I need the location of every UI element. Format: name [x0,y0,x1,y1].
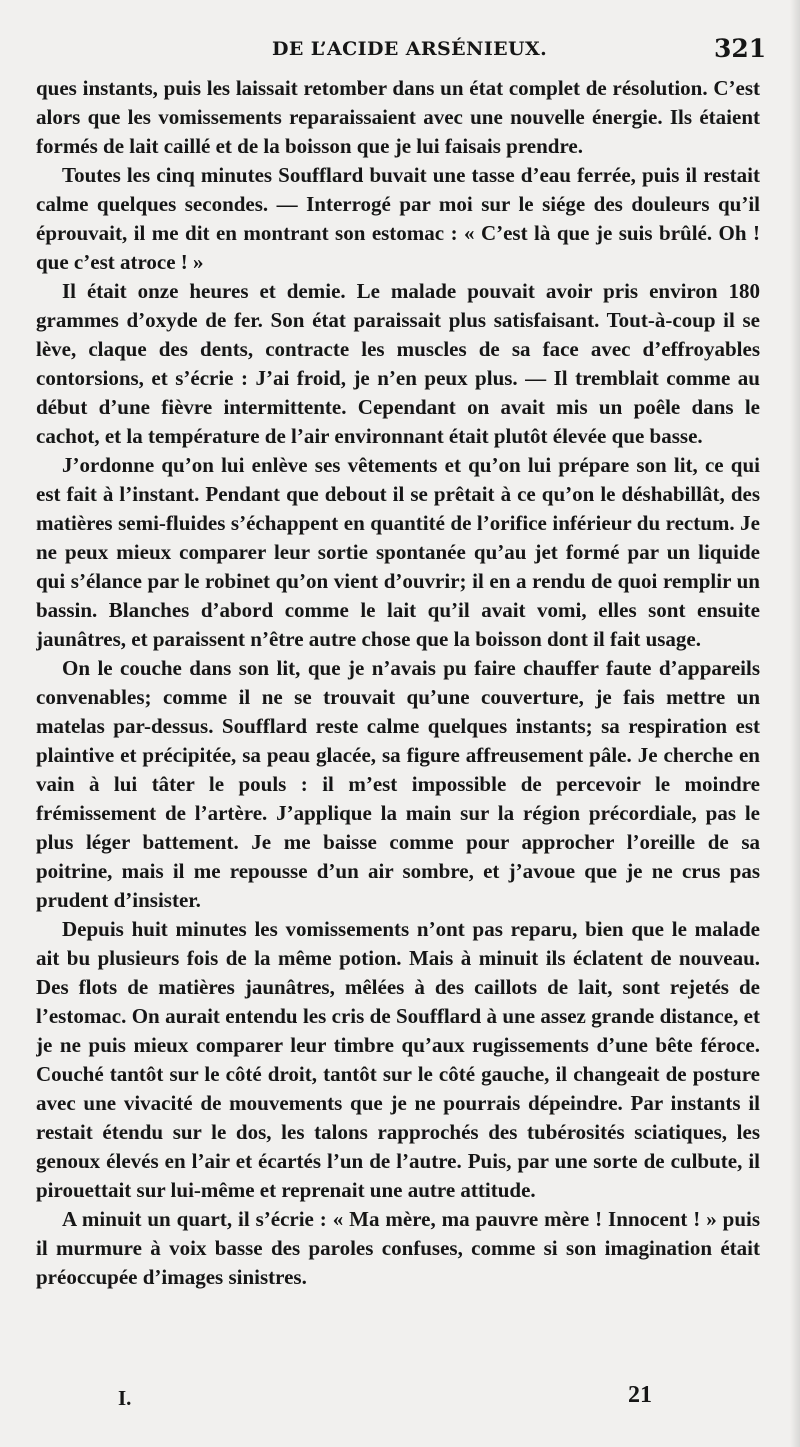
paragraph-5: On le couche dans son lit, que je n’avais pu faire chauffer faute d’appareils convenables; comme il ne se trouvait qu’une couverture, je fais mettre un matelas par-dessus. Soufflard reste calme quelques instants; sa respiration est plaintive et précipitée, sa peau glacée, sa figure affreusement pâle. Je cherche en vain à lui tâter le pouls : il m’est impossible de percevoir le moindre frémissement de l’artère. J’applique la main sur la région précordiale, pas le plus léger battement. Je me baisse comme pour approcher l’oreille de sa poitrine, mais il me repousse d’un air sombre, et j’avoue que je ne crus pas prudent d’insister. [36,656,760,912]
page-number: 321 [714,34,767,63]
paragraph-4: J’ordonne qu’on lui enlève ses vêtements et qu’on lui prépare son lit, ce qui est fait à l’instant. Pendant que debout il se prêtait à ce qu’on le déshabillât, des matières semi-fluides s’échappent en quantité de l’orifice inférieur du rectum. Je ne peux mieux comparer leur sortie spontanée qu’au jet formé par un liquide qui s’élance par le robinet qu’on vient d’ouvrir; il en a rendu de quoi remplir un bassin. Blanches d’abord comme le lait qu’il avait vomi, elles sont ensuite jaunâtres, et paraissent n’être autre chose que la boisson dont il fait usage. [36,453,760,651]
paragraph-1: ques instants, puis les laissait retomber dans un état complet de résolution. C’est alors que les vomissements reparaissaient avec une nouvelle énergie. Ils étaient formés de lait caillé et de la boisson que je lui faisais prendre. [36,76,760,158]
page-footer [0,1380,800,1420]
body-text [36,74,760,1384]
paragraph-2: Toutes les cinq minutes Soufflard buvait une tasse d’eau ferrée, puis il restait calme quelques secondes. — Interrogé par moi sur le siége des douleurs qu’il éprouvait, il me dit en montrant son estomac : « C’est là que je suis brûlé. Oh ! que c’est atroce ! » [36,163,760,274]
page-edge-shadow [790,0,800,1447]
signature-mark: I. [118,1386,132,1410]
paragraph-6: Depuis huit minutes les vomissements n’ont pas reparu, bien que le malade ait bu plusieurs fois de la même potion. Mais à minuit ils éclatent de nouveau. Des flots de matières jaunâtres, mêlées à des caillots de lait, sont rejetés de l’estomac. On aurait entendu les cris de Soufflard à une assez grande distance, et je ne puis mieux comparer leur timbre qu’aux rugissements d’une bête féroce. Couché tantôt sur le côté droit, tantôt sur le côté gauche, il changeait de posture avec une vivacité de mouvements que je ne pourrais dépeindre. Par instants il restait étendu sur le dos, les talons rapprochés des tubérosités sciatiques, les genoux élevés en l’air et écartés l’un de l’autre. Puis, par une sorte de culbute, il pirouettait sur lui-même et reprenait une autre attitude. [36,917,760,1202]
running-title: DE L’ACIDE ARSÉNIEUX. [272,38,548,60]
paragraph-3: Il était onze heures et demie. Le malade pouvait avoir pris environ 180 grammes d’oxyde de fer. Son état paraissait plus satisfaisant. Tout-à-coup il se lève, claque des dents, contracte les muscles de sa face avec d’effroyables contorsions, et s’écrie : J’ai froid, je n’en peux plus. — Il tremblait comme au début d’une fièvre intermittente. Cependant on avait mis un poêle dans le cachot, et la température de l’air environnant était plutôt élevée que basse. [36,279,760,448]
sheet-number: 21 [628,1382,652,1408]
page-header [0,34,800,74]
paragraph-7: A minuit un quart, il s’écrie : « Ma mère, ma pauvre mère ! Innocent ! » puis il murmure à voix basse des paroles confuses, comme si son imagination était préoccupée d’images sinistres. [36,1207,760,1289]
